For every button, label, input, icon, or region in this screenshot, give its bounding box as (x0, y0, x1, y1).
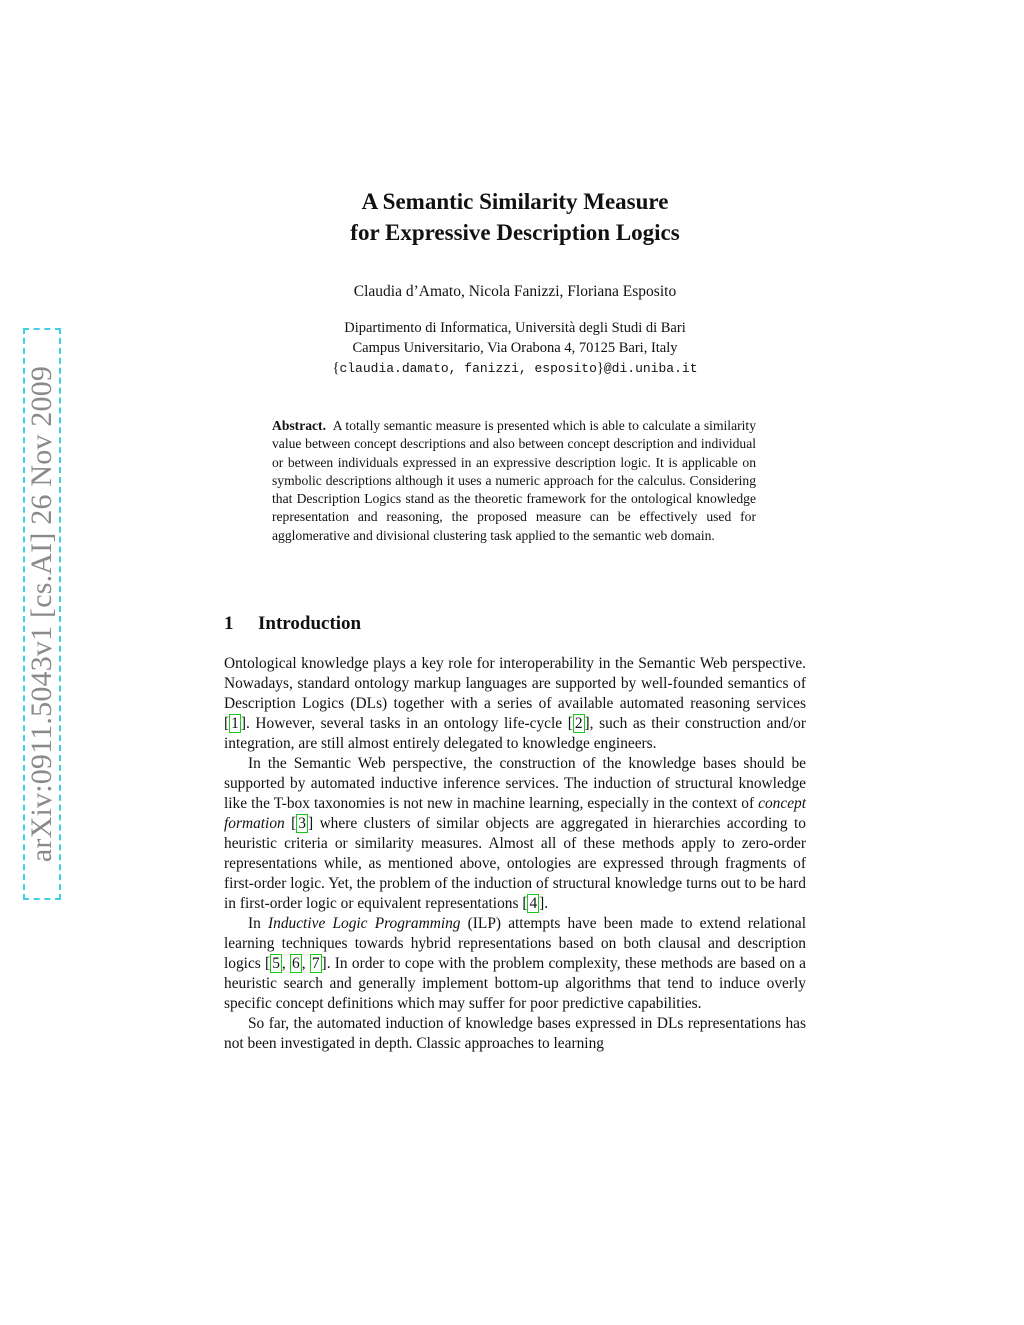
citation-link[interactable]: [ 4 ] (522, 895, 545, 912)
paragraph-1 (224, 654, 806, 754)
arxiv-sidebar[interactable] (23, 328, 61, 900)
paragraph-2 (224, 754, 806, 914)
affiliation (224, 318, 806, 379)
citation-number: 4 (529, 895, 538, 912)
citation-link[interactable]: [ 2 ] (567, 715, 590, 732)
citation-link[interactable]: [ 1 ] (224, 715, 246, 732)
email-brace-open: { (332, 360, 340, 376)
citation-link[interactable]: 7 (311, 955, 320, 972)
title-line-2: for Expressive Description Logics (350, 220, 680, 245)
abstract-text: A totally semantic measure is presented which is able to calculate a similarity value between concept descriptions and also between concept description and individual or between individuals expressed in an expressive description logic. It is applicable on symbolic descriptions although it uses a numeric approach for the calculus. Considering that Description Logics stand as the theoretic framework for the ontological knowledge representation and reasoning, the proposed measure can be effectively used for agglomerative and divisional clustering task applied to the semantic web domain. (272, 418, 756, 543)
citation-link[interactable]: 6 (292, 955, 300, 972)
paragraph-4: So far, the automated induction of knowledge bases expressed in DLs representations has not been investigated in depth. Classic approaches to learning (224, 1015, 806, 1052)
text-run: In the Semantic Web perspective, the construction of the knowledge bases should be supported by automated inductive inference services. The induction of structural knowledge like the T-box taxonomies is not new in machine learning, especially in the context of (224, 755, 806, 812)
text-run: where clusters of similar objects are aggregated in hierarchies according to heuristic criteria or similarity measures. Almost all of these methods apply to zero-order representations while, as mentioned above, ontologies are expressed through fragments of first-order logic. Yet, the problem of the induction of structural knowledge turns out to be hard in first-order logic or equivalent representations (224, 815, 807, 912)
emphasis: concept formation (224, 795, 806, 832)
email-names: claudia.damato, fanizzi, esposito (339, 361, 597, 376)
text-run: . However, several tasks in an ontology life-cycle (245, 715, 568, 732)
text-run: Ontological knowledge plays a key role for interoperability in the Semantic Web perspective. Nowadays, standard ontology markup languages are supported by well-founded semantics of Description Logics (DLs) together with a series of available automated reasoning services (224, 655, 806, 712)
emphasis: Inductive Logic Programming (268, 915, 461, 932)
paragraph-3: In Inductive Logic Programming (ILP) attempts have been made to extend relational learning techniques towards hybrid representations based on both clausal and description logics [ 5 , 6 , 7 ]. In order to cope with the problem complexity, these methods are based on a heuristic search and generally implement bottom-up algorithms that tend to induce overly specific concept definitions which may suffer for poor predictive capabilities. (224, 915, 807, 1012)
citation-number: 3 (298, 815, 306, 832)
affiliation-line-1: Dipartimento di Informatica, Università degli Studi di Bari (344, 320, 686, 336)
email-brace-close: } (596, 360, 604, 376)
text-run: . (544, 895, 549, 912)
affiliation-line-2: Campus Universitario, Via Orabona 4, 70125 Bari, Italy (352, 340, 678, 356)
text-run: . In order to cope with the problem complexity, these methods are based on a heuristic search and generally implement bottom-up algorithms that tend to induce overly specific concept definitions which may suffer for poor predictive capabilities. (224, 955, 806, 1012)
abstract (272, 417, 756, 545)
email-domain: @di.uniba.it (603, 361, 698, 376)
title-line-1: A Semantic Similarity Measure (361, 189, 669, 214)
arxiv-identifier[interactable]: arXiv:0911.5043v1 [cs.AI] 26 Nov 2009 (25, 365, 58, 863)
text-run: , such as their construction and/or integration, are still almost entirely delegated to knowledge engineers. (224, 715, 806, 752)
section-number: 1 (224, 613, 234, 634)
authors: Claudia d’Amato, Nicola Fanizzi, Floriana Esposito (353, 283, 677, 300)
text-run: In (248, 915, 269, 932)
text-run: (ILP) attempts have been made to extend relational learning techniques towards hybrid representations based on both clausal and description logics (224, 915, 807, 972)
citation-number: 2 (574, 715, 583, 732)
citation-link[interactable]: 5 (272, 955, 280, 972)
section-heading-introduction (224, 613, 361, 635)
section-title: Introduction (258, 613, 362, 634)
body-text (224, 654, 806, 1054)
author-emails[interactable] (224, 358, 806, 379)
abstract-label: Abstract. (272, 418, 326, 433)
citation-link[interactable]: [ 3 ] (291, 815, 314, 832)
paper-title (224, 186, 806, 248)
citation-number: 1 (231, 715, 239, 732)
